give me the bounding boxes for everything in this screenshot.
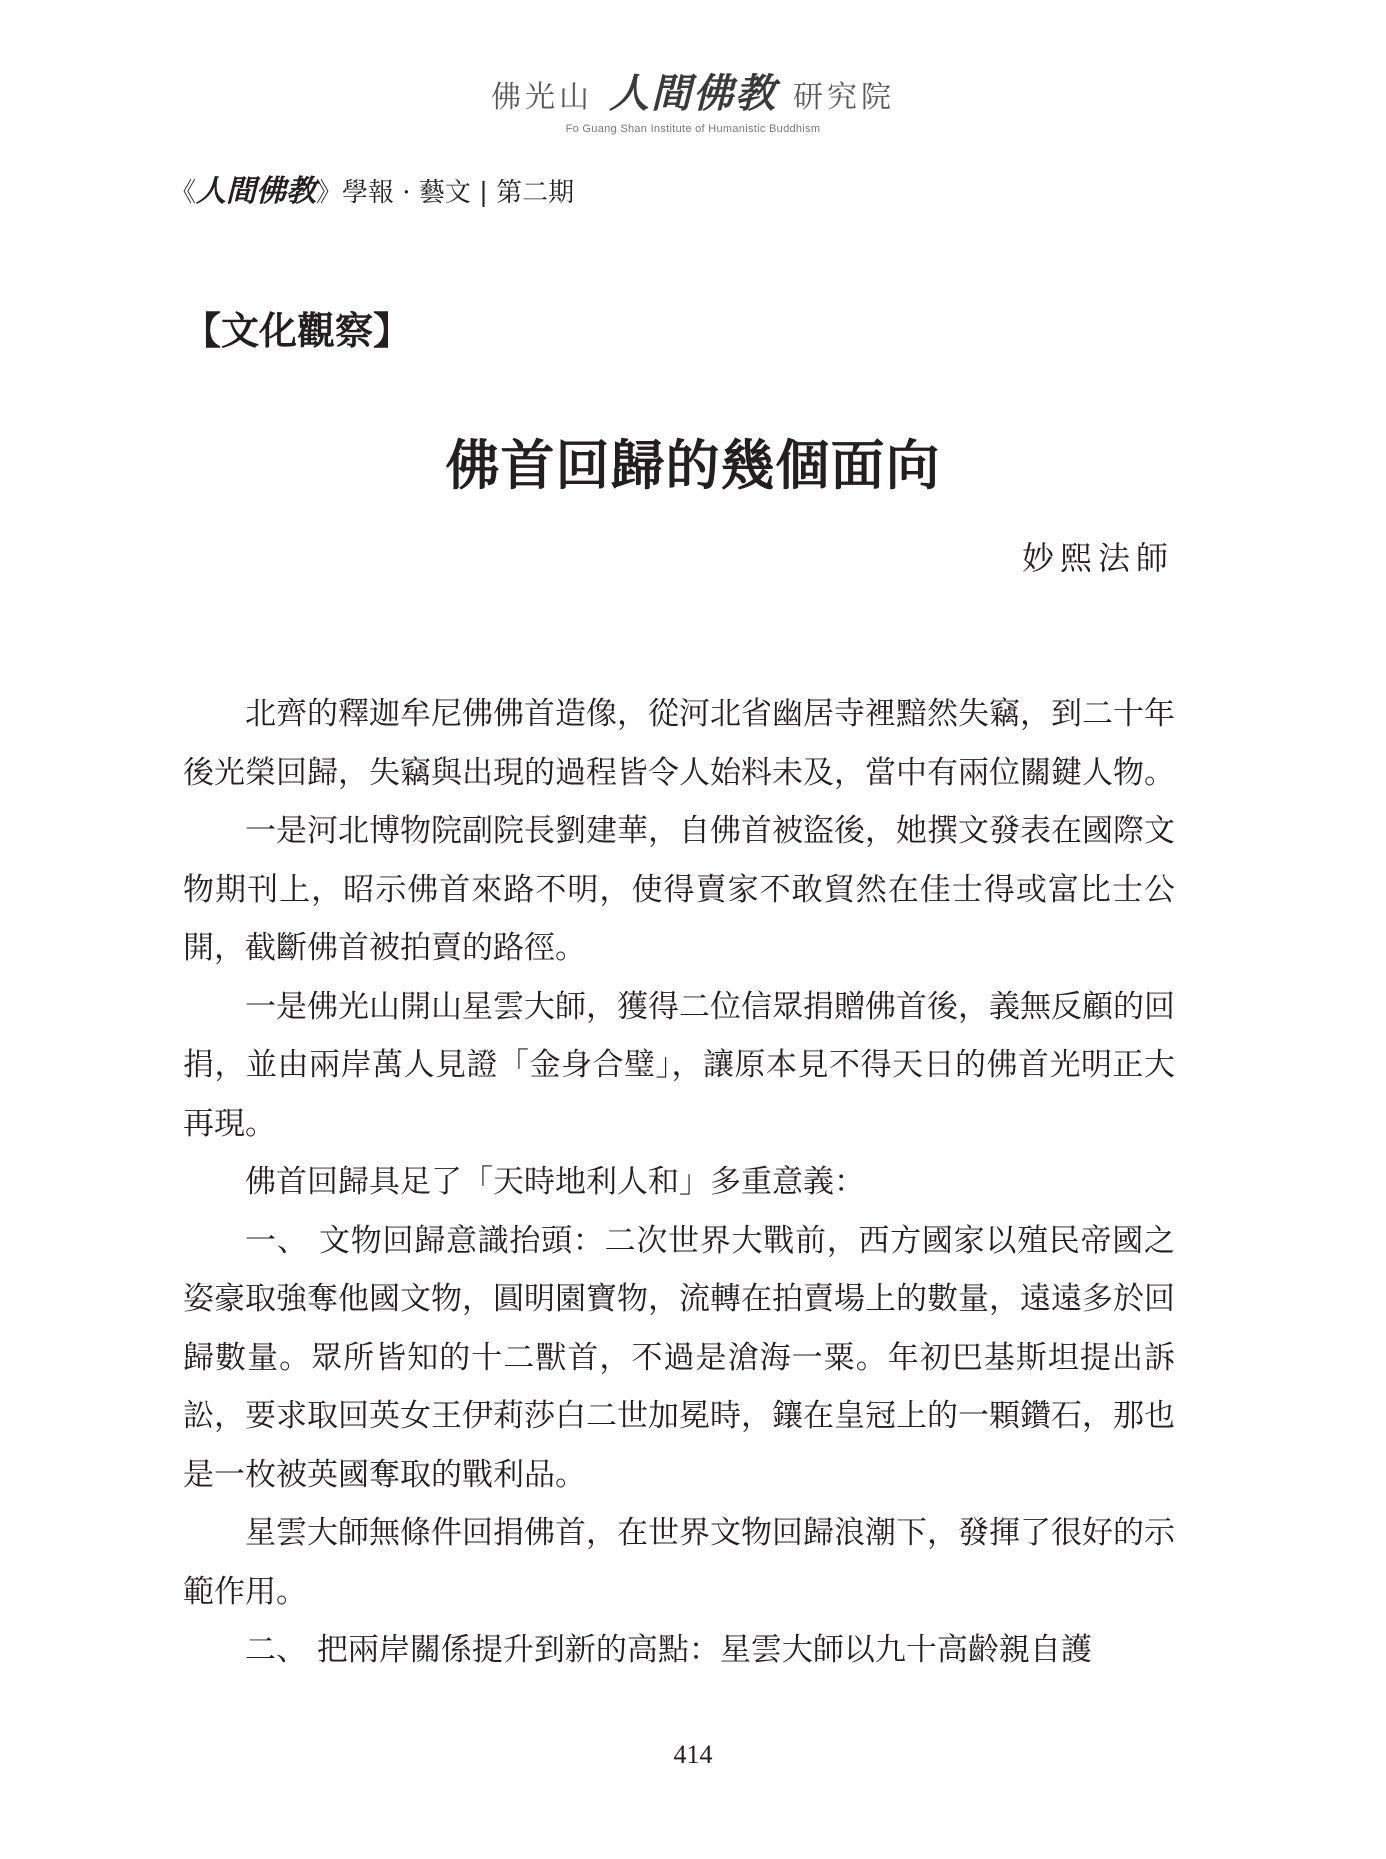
page-number: 414	[673, 1740, 713, 1769]
paragraph: 二、 把兩岸關係提升到新的高點：星雲大師以九十高齡親自護	[245, 1632, 1092, 1668]
paragraph: 一是佛光山開山星雲大師，獲得二位信眾捐贈佛首後，義無反顧的回捐，並由兩岸萬人見證「金身合璧」，讓原本見不得天日的佛首光明正大再現。	[183, 988, 1175, 1142]
paragraph: 北齊的釋迦牟尼佛佛首造像，從河北省幽居寺裡黯然失竊，到二十年後光榮回歸，失竊與出現的過程皆令人始料未及，當中有兩位關鍵人物。	[183, 696, 1175, 791]
paragraph: 佛首回歸具足了「天時地利人和」多重意義：	[245, 1164, 865, 1200]
author-name: 妙熙法師	[1021, 539, 1174, 577]
logo-brand: 人間佛教	[609, 70, 777, 117]
journal-open-bracket: 《	[170, 178, 197, 208]
logo-line	[491, 62, 895, 119]
journal-issue: 學報 · 藝文 | 第二期	[342, 178, 575, 208]
logo-suffix: 研究院	[793, 80, 895, 115]
journal-close-bracket: 》	[316, 178, 343, 208]
paragraph: 一是河北博物院副院長劉建華，自佛首被盜後，她撰文發表在國際文物期刊上，昭示佛首來路不明，使得賣家不敢貿然在佳士得或富比士公開，截斷佛首被拍賣的路徑。	[183, 813, 1175, 966]
journal-header	[170, 166, 574, 210]
logo-english: Fo Guang Shan Institute of Humanistic Buddhism	[565, 123, 821, 135]
institute-logo	[0, 62, 1386, 135]
paragraph: 星雲大師無條件回捐佛首，在世界文物回歸浪潮下，發揮了很好的示範作用。	[183, 1515, 1175, 1610]
paragraph: 一、 文物回歸意識抬頭：二次世界大戰前，西方國家以殖民帝國之姿豪取強奪他國文物，圓明園寶物，流轉在拍賣場上的數量，遠遠多於回歸數量。眾所皆知的十二獸首，不過是滄海一粟。年初巴基斯坦提出訴訟，要求取回英女王伊莉莎白二世加冕時，鑲在皇冠上的一顆鑽石，那也是一枚被英國奪取的戰利品。	[183, 1222, 1175, 1493]
article-title: 佛首回歸的幾個面向	[445, 434, 941, 497]
logo-prefix: 佛光山	[491, 80, 593, 115]
article-body	[183, 685, 1175, 1680]
section-label: 【文化觀察】	[183, 309, 412, 353]
journal-brand: 人間佛教	[196, 174, 317, 209]
